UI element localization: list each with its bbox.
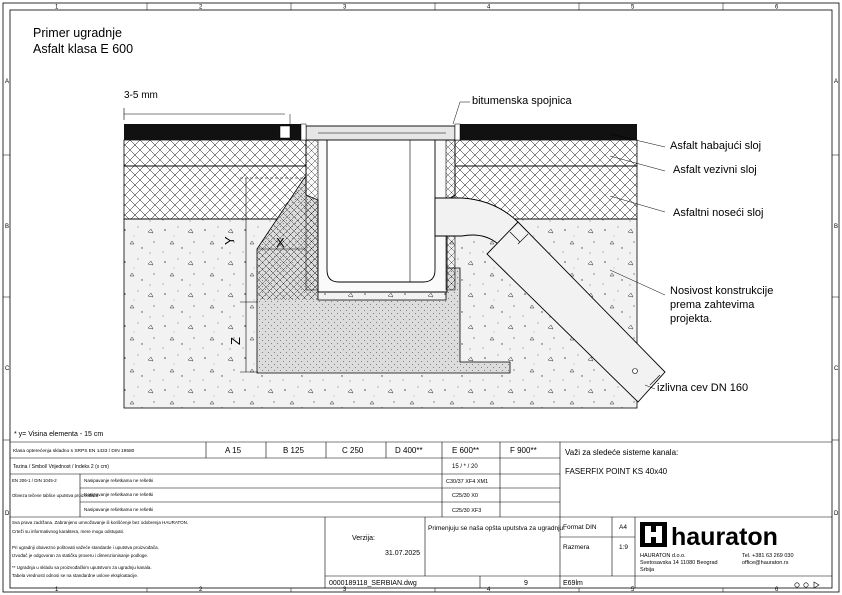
c-value-2: C25/30 X0	[452, 493, 478, 499]
scale-label: Razmera	[563, 544, 590, 551]
base-layer-label: Asfaltni noseći sloj	[673, 207, 764, 219]
company-name: HAURATON d.o.o.	[640, 553, 686, 559]
class-row2-label: Tezina / Smbol/ Vrijednost / Indeks 2 (x cm)	[13, 464, 109, 470]
col-label-2-bottom: 2	[199, 587, 203, 593]
valid-system-name: FASERFIX POINT KS 40x40	[565, 467, 668, 476]
row-label-c: C	[5, 366, 10, 372]
version-label: Verzija:	[352, 535, 375, 542]
note-2: Crteži su informativnog karaktera, mere mogu odstupati.	[12, 529, 125, 534]
row-label-b: B	[5, 224, 10, 230]
joint-label: bitumenska spojnica	[472, 95, 572, 107]
class-d400: D 400**	[395, 446, 423, 455]
dim-x-label: X	[276, 235, 285, 250]
row-label-a: A	[5, 79, 10, 85]
class-row3-label-b: Obveza tečene tablice uputstva proizvođača	[12, 493, 99, 498]
class-a15: A 15	[225, 446, 242, 455]
class-e600: E 600**	[452, 446, 480, 455]
version-date: 31.07.2025	[385, 550, 421, 557]
bitumen-joint-left	[301, 124, 306, 140]
asphalt-wearing-layer	[124, 124, 306, 140]
asphalt-wearing-layer-right	[455, 124, 637, 140]
note-4: Izvođač je odgovoran za statičku proveru i dimenzionisanje podloge.	[12, 553, 149, 558]
outlet-label: izlivna cev DN 160	[657, 382, 749, 394]
col-label-3-bottom: 3	[343, 587, 347, 593]
row-label-d: D	[5, 511, 10, 517]
wearing-layer-label: Asfalt habajući sloj	[670, 140, 762, 152]
company-country: Srbija	[640, 567, 655, 573]
row-label-a-right: A	[834, 79, 839, 85]
col-label-3: 3	[343, 4, 347, 11]
col-label-2: 2	[199, 4, 203, 11]
col-label-6-bottom: 6	[775, 587, 779, 593]
brand-wordmark: hauraton	[671, 523, 778, 551]
cross-section	[124, 90, 773, 408]
company-address: Svetosavska 14 11080 Beograd	[640, 560, 718, 566]
c-value-3: C25/30 XF3	[452, 508, 482, 514]
gap-label: 3-5 mm	[124, 90, 158, 101]
company-phone: Tel. +381 63 269 030	[742, 553, 794, 559]
bearing-label-3: projekta.	[670, 313, 713, 325]
class-row2-value: 15 / * / 20	[452, 464, 478, 470]
note-5: ** Ugradnja u skladu sa proizvođačkim uputstvom za ugradnju kanala.	[12, 565, 152, 570]
gap-marker	[280, 126, 290, 138]
row-label-d-right: D	[834, 511, 839, 517]
class-f900: F 900**	[510, 446, 537, 455]
row-label-c-right: C	[834, 366, 839, 372]
col-label-4: 4	[487, 4, 491, 11]
row-label-b-right: B	[834, 224, 839, 230]
channel-trough	[327, 140, 435, 282]
class-row-label: Klasa opterećenja skladno s SRPS EN 1433 / DIN 19580	[13, 449, 135, 454]
instructions-line: Primenjuju se naša opšta uputstva za ugradnju.	[428, 525, 565, 532]
company-email: office@hauraton.rs	[742, 560, 789, 566]
class-row3-b: Nasipavanje rešetkama ne rešetki	[84, 492, 154, 497]
c-value-1: C30/37 XF4 XM1	[446, 479, 489, 485]
sheet-number: 9	[524, 580, 528, 587]
drawing-code: E69lm	[563, 580, 583, 587]
col-label-4-bottom: 4	[487, 587, 491, 593]
valid-systems-label: Važi za sledeće sisteme kanala:	[565, 448, 679, 457]
hauraton-logo	[640, 522, 778, 551]
class-row3-a: Nasipavanje rešetkama ne rešetki	[84, 478, 154, 483]
footnote: * y= Visina elementa - 15 cm	[14, 431, 104, 438]
channel-wall-left	[306, 140, 318, 290]
note-1: Sva prava zadržana. Zabranjeno umnožavanje ili korišćenje bez odobrenja HAURATON.	[12, 520, 189, 525]
scale-value: 1:9	[619, 544, 629, 551]
bearing-label-1: Nosivost konstrukcije	[670, 285, 774, 297]
col-label-6: 6	[775, 4, 779, 11]
corner-symbols	[795, 582, 819, 588]
class-row3-c: Nasipavanje rešetkama ne rešetki	[84, 507, 154, 512]
col-label-5-bottom: 5	[631, 587, 635, 593]
drawing-title-line1: Primer ugradnje	[33, 26, 122, 40]
class-c250: C 250	[342, 446, 364, 455]
col-label-1: 1	[55, 4, 59, 11]
filename: 0000189118_SERBIAN.dwg	[329, 580, 417, 587]
col-label-5: 5	[631, 4, 635, 11]
col-label-1-bottom: 1	[55, 587, 59, 593]
note-6: Tabela vrednosti odnosi se na standardne uslove eksploatacije.	[12, 573, 139, 578]
class-b125: B 125	[283, 446, 304, 455]
bitumen-joint-right	[455, 124, 460, 140]
bearing-label-2: prema zahtevima	[670, 299, 755, 311]
note-3: Pri ugradnji obavezno poštovati važeće standarde i uputstva proizvođača.	[12, 545, 159, 550]
format-label: Format DIN	[563, 524, 597, 531]
class-row3-label-a: EN 206-1 / DIN 1045-2	[12, 478, 57, 483]
drawing-title-line2: Asfalt klasa E 600	[33, 42, 134, 56]
format-value: A4	[619, 524, 627, 531]
dim-z-label: Z	[228, 337, 243, 345]
binder-layer-label: Asfalt vezivni sloj	[673, 164, 757, 176]
dim-y-label: Y	[222, 236, 237, 245]
